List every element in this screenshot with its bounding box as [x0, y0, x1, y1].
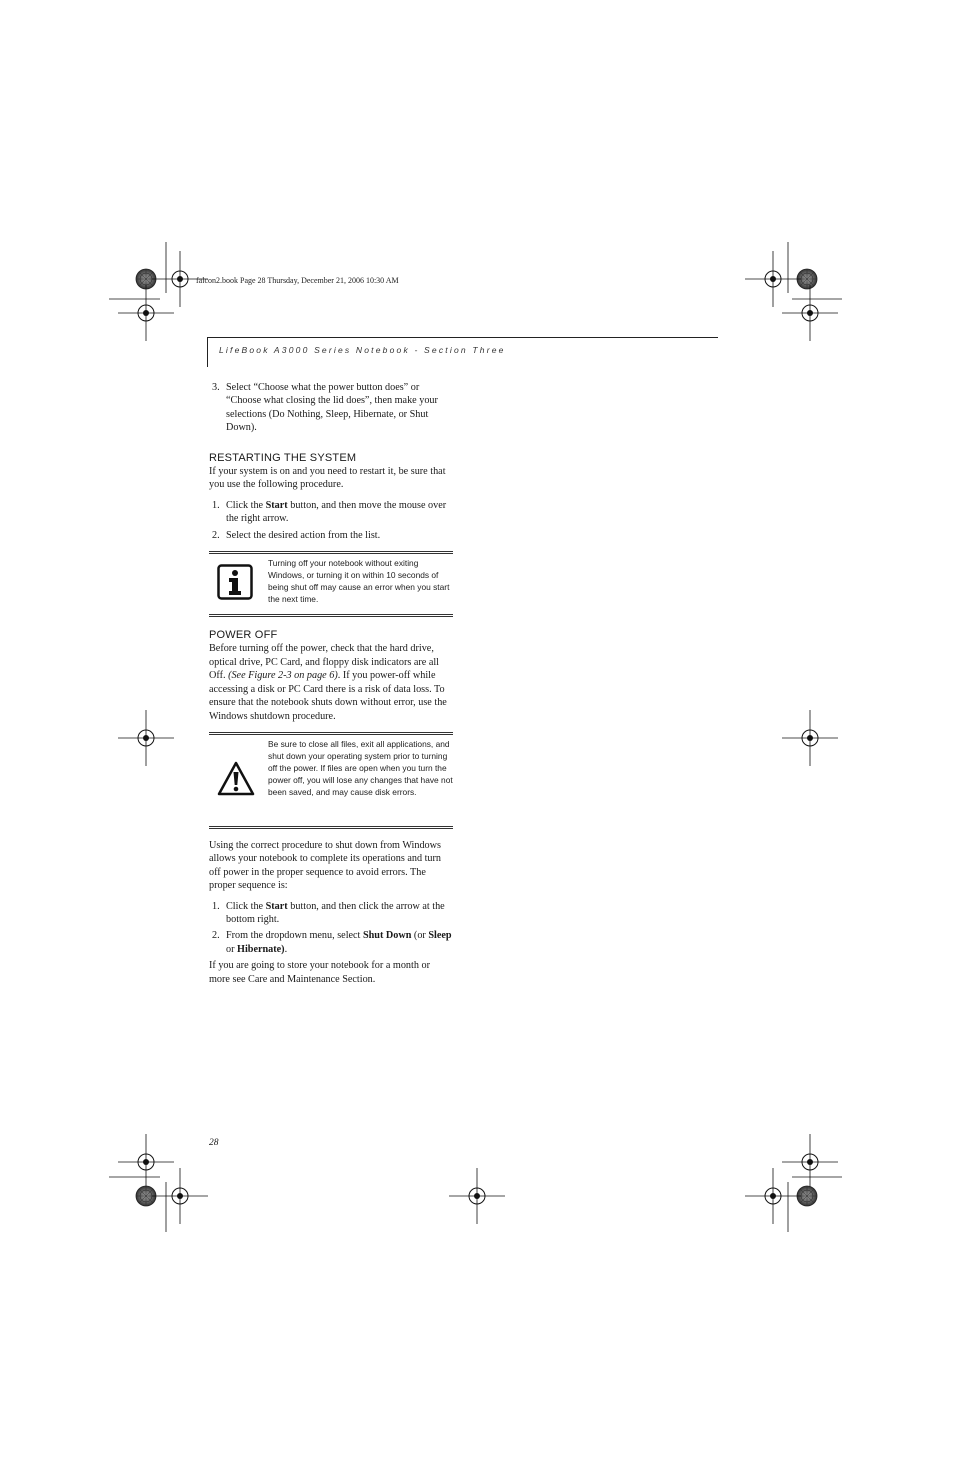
running-head: LifeBook A3000 Series Notebook - Section Three [219, 345, 506, 355]
list-item [209, 900, 453, 927]
slug-line: falcon2.book Page 28 Thursday, December 21, 2006 10:30 AM [196, 276, 399, 285]
step-number: 1. [212, 499, 220, 511]
registration-cross [745, 1168, 801, 1224]
restart-intro: If your system is on and you need to restart it, be sure that you use the following procedure. [209, 466, 446, 491]
restart-step-list [209, 499, 453, 542]
registration-cross [118, 710, 174, 766]
registration-cross [782, 710, 838, 766]
list-item [209, 381, 453, 435]
step-bold-term: Hibernate) [237, 943, 285, 955]
running-head-tick [207, 337, 208, 367]
registration-cross [118, 285, 174, 341]
step-text-post: button, and then move the mouse over the right arrow. [226, 499, 447, 525]
step-list-continued [209, 381, 453, 435]
step-text-pre: Click the [226, 499, 266, 511]
step-bold-term: Sleep [428, 930, 452, 942]
power-off-text-post: . If you power-off while accessing a disk or PC Card there is a risk of data loss. To ensure that the notebook shuts down without error, use the Windows shutdown procedure. [209, 670, 447, 722]
step-text-mid: (or [411, 930, 429, 942]
warning-icon [217, 761, 255, 797]
section-heading-restarting: RESTARTING THE SYSTEM [209, 451, 357, 464]
page-number: 28 [209, 1138, 219, 1148]
power-off-text-pre: Before turning off the power, check that the hard drive, optical drive, PC Card, and floppy disk indicators are all Off. [209, 643, 440, 682]
list-item [209, 529, 453, 542]
step-number: 2. [212, 930, 220, 942]
step-number: 2. [212, 529, 220, 541]
figure-reference: (See Figure 2-3 on page 6) [228, 670, 338, 682]
step-bold-term: Start [265, 499, 288, 511]
main-column [209, 381, 453, 986]
registration-cross [449, 1168, 505, 1224]
registration-cross [782, 285, 838, 341]
step-text-pre: Click the [226, 900, 266, 912]
registration-cross [782, 1134, 838, 1190]
step-text: Select “Choose what the power button does” or “Choose what closing the lid does”, then make your selections (Do Nothing, Sleep, Hibernate, or Shut Down). [226, 382, 438, 434]
info-icon [217, 564, 253, 600]
info-note-text: Turning off your notebook without exiting Windows, or turning it on within 10 seconds of being shut off may cause an error when you start the next time. [268, 558, 450, 605]
registration-cross [152, 1168, 208, 1224]
step-bold-term: Start [265, 900, 288, 912]
shutdown-step-list [209, 900, 453, 957]
step-text-mid: or [226, 943, 238, 955]
step-text-post: button, and then click the arrow at the bottom right. [226, 900, 445, 925]
registration-cross [118, 1134, 174, 1190]
power-off-paragraph [209, 642, 453, 722]
shutdown-outro: If you are going to store your notebook for a month or more see Care and Maintenance Section. [209, 960, 430, 985]
warning-note-box [209, 732, 453, 829]
step-bold-term: Shut Down [362, 930, 412, 942]
section-heading-power-off: POWER OFF [209, 629, 278, 642]
warning-note-text: Be sure to close all files, exit all applications, and shut down your operating system prior to turning off the power. If files are open when you turn the power off, you will lose any changes that have not been saved, and may cause disk errors. [268, 738, 453, 797]
list-item [209, 929, 453, 956]
shutdown-intro: Using the correct procedure to shut down from Windows allows your notebook to complete its operations and turn off power in the proper sequence to avoid errors. The proper sequence is: [209, 839, 442, 892]
step-number: 1. [212, 900, 220, 912]
step-text-pre: From the dropdown menu, select [226, 930, 363, 942]
list-item [209, 499, 453, 526]
step-text: Select the desired action from the list. [226, 529, 381, 541]
info-note-box [209, 551, 453, 617]
step-number: 3. [212, 382, 220, 393]
running-head-rule [207, 337, 718, 338]
step-text-post: . [284, 943, 288, 955]
